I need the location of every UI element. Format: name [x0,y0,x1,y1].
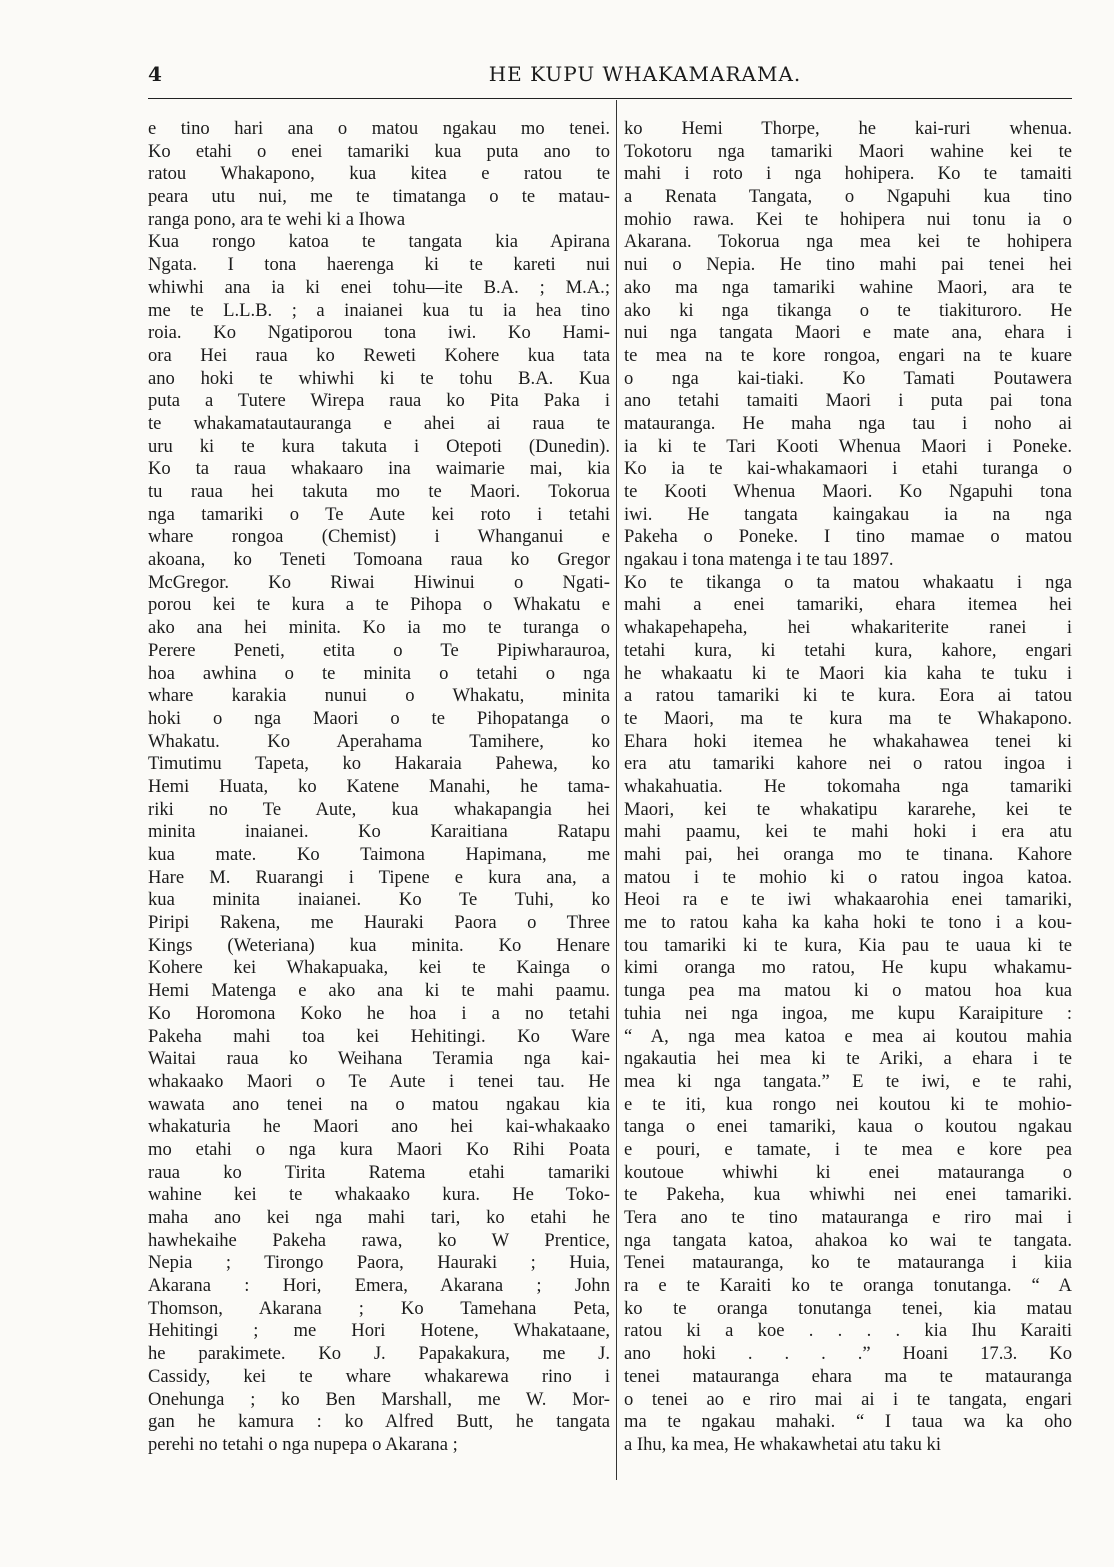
text-line: Tokotoru nga tamariki Maori wahine kei te [624,140,1072,162]
text-line: Ko Horomona Koko he hoa i a no tetahi [148,1002,610,1024]
text-line: Kohere kei Whakapuaka, kei te Kainga o [148,957,610,979]
text-line: minita inaianei. Ko Karaitiana Ratapu [148,821,610,843]
text-line: ora Hei raua ko Reweti Kohere kua tata [148,344,610,366]
text-line: ako ana hei minita. Ko ia mo te turanga o [148,617,610,639]
text-line: kua mate. Ko Taimona Hapimana, me [148,844,610,865]
text-line: mo etahi o nga kura Maori Ko Rihi Poata [148,1138,610,1160]
text-line: ia ki te Tari Kooti Whenua Maori i Poneke. [624,435,1072,457]
text-line: roia. Ko Ngatiporou tona iwi. Ko Hami- [148,322,610,344]
text-line: ngakautia hei mea ki te Ariki, a ehara i te [624,1048,1072,1070]
text-line: te Maori, ma te kura ma te Whakapono. [624,707,1072,729]
text-line: Kings (Weteriana) kua minita. Ko Henare [148,934,610,956]
text-line: kimi oranga mo ratou, He kupu whakamu- [624,957,1072,979]
text-line: Cassidy, kei te whare whakarewa rino i [148,1365,610,1387]
text-line: ako ma nga tamariki wahine Maori, ara te [624,276,1072,298]
text-line: Ko ia te kai-whakamaori i etahi turanga o [624,458,1072,480]
text-line: Tenei matauranga, ko te matauranga i kiia [624,1252,1072,1274]
text-line: te whakamatautauranga e ahei ai raua te [148,412,610,434]
text-line: Ko etahi o enei tamariki kua puta ano to [148,140,610,162]
header-rule [148,98,1072,99]
text-line: me te L.L.B. ; a inaianei kua tu ia hea tino [148,299,610,321]
text-line: wawata ano tenei na o matou ngakau kia [148,1093,610,1115]
text-line: hawhekaihe Pakeha rawa, ko W Prentice, [148,1229,610,1251]
page-header [148,62,1072,92]
text-line: Pakeha mahi toa kei Hehitingi. Ko Ware [148,1025,610,1047]
text-line: tetahi kura, ki tetahi kura, kahore, engari [624,639,1072,661]
text-line: nga tamariki o Te Aute kei roto i tetahi [148,503,610,525]
text-line: iwi. He tangata kaingakau ia na nga [624,503,1072,525]
text-line: he whakaatu ki te Maori kia kaha te tuku i [624,662,1072,684]
text-line: Thomson, Akarana ; Ko Tamehana Peta, [148,1297,610,1319]
text-line: Tera ano te tino matauranga e riro mai i [624,1207,1072,1228]
text-line: Hemi Huata, ko Katene Manahi, he tama- [148,775,610,797]
text-line: te mea na te kore rongoa, engari na te kuare [624,344,1072,366]
text-line: whakapehapeha, hei whakariterite ranei i [624,617,1072,639]
text-line: matauranga. He maha nga tau i noho ai [624,412,1072,434]
text-line: Onehunga ; ko Ben Marshall, me W. Mor- [148,1388,610,1410]
text-line: tuhia nei nga ingoa, me kupu Karaipiture : [624,1002,1072,1024]
text-line: whakaako Maori o Te Aute i tenei tau. He [148,1070,610,1092]
text-line: perehi no tetahi o nga nupepa o Akarana ; [148,1433,458,1455]
text-line: Ehara hoki itemea he whakahawea tenei ki [624,730,1072,752]
text-line: e tino hari ana o matou ngakau mo tenei. [148,118,610,139]
text-line: mahi a enei tamariki, ehara itemea hei [624,594,1072,616]
text-line: o nga kai-tiaki. Ko Tamati Poutawera [624,367,1072,389]
text-line: puta a Tutere Wirepa raua ko Pita Paka i [148,390,610,412]
text-line: ngakau i tona matenga i te tau 1897. [624,549,894,571]
text-line: mahi pai, hei oranga mo te tinana. Kahore [624,844,1072,865]
text-line: mahi i roto i nga hohipera. Ko te tamaiti [624,163,1072,185]
text-line: ano tetahi tamaiti Maori i puta pai tona [624,390,1072,412]
text-line: Hemi Matenga e ako ana ki te mahi paamu. [148,980,610,1002]
text-line: Hare M. Ruarangi i Tipene e kura ana, a [148,866,610,888]
text-line: Akarana. Tokorua nga mea kei te hohipera [624,231,1072,253]
text-line: Perere Peneti, etita o Te Pipiwharauroa, [148,639,610,661]
text-line: Akarana : Hori, Emera, Akarana ; John [148,1275,610,1297]
text-line: ma te ngakau mahaki. “ I taua wa ka oho [624,1411,1072,1433]
text-line: Maori, kei te whakatipu kararehe, kei te [624,798,1072,820]
text-line: ano hoki . . . .” Hoani 17.3. Ko [624,1343,1072,1365]
text-line: a ratou tamariki ki te kura. Eora ai tatou [624,685,1072,707]
text-line: e pouri, e tamate, i te mea e kore pea [624,1138,1072,1160]
text-line: raua ko Tirita Ratema etahi tamariki [148,1161,610,1183]
text-line: mahi paamu, kei te mahi hoki i era atu [624,821,1072,843]
text-line: te Kooti Whenua Maori. Ko Ngapuhi tona [624,481,1072,502]
text-line: era atu tamariki kahore nei o ratou ingoa i [624,753,1072,775]
left-column [148,118,610,1457]
text-line: ra e te Karaiti ko te oranga tonutanga. “ A [624,1275,1072,1297]
text-line: e te iti, kua rongo nei koutou ki te mohio- [624,1093,1072,1115]
text-line: ratou Whakapono, kua kitea e ratou te [148,163,610,185]
text-line: tu raua hei takuta mo te Maori. Tokorua [148,481,610,502]
text-line: whiwhi ana ia ki enei tohu—ite B.A. ; M.A.; [148,276,610,298]
text-line: tanga o enei tamariki, kaua o koutou ngakau [624,1116,1072,1138]
text-line: Whakatu. Ko Aperahama Tamihere, ko [148,730,610,752]
text-line: Pakeha o Poneke. I tino mamae o matou [624,526,1072,548]
text-line: Ko te tikanga o ta matou whakaatu i nga [624,571,1072,593]
text-line: o tenei ao e riro mai ai i te tangata, engari [624,1388,1072,1410]
text-line: whakahuatia. He tokomaha nga tamariki [624,775,1072,797]
text-line: McGregor. Ko Riwai Hiwinui o Ngati- [148,571,610,593]
text-line: koutoue whiwhi ki enei matauranga o [624,1161,1072,1183]
text-line: Ngata. I tona haerenga ki te kareti nui [148,254,610,276]
text-line: mohio rawa. Kei te hohipera nui tonu ia o [624,208,1072,230]
text-line: mea ki nga tangata.” E te iwi, e te rahi, [624,1070,1072,1092]
text-line: ranga pono, ara te wehi ki a Ihowa [148,208,406,230]
text-line: matou i te mohio ki o ratou ingoa katoa. [624,866,1072,888]
text-line: maha ano kei nga mahi tari, ko etahi he [148,1207,610,1228]
text-line: whakaturia he Maori ano hei kai-whakaako [148,1116,610,1138]
text-line: Hehitingi ; me Hori Hotene, Whakataane, [148,1320,610,1342]
text-line: a Renata Tangata, o Ngapuhi kua tino [624,186,1072,208]
page-number: 4 [148,62,162,86]
text-line: whare rongoa (Chemist) i Whanganui e [148,526,610,548]
text-line: porou kei te kura a te Pihopa o Whakatu e [148,594,610,616]
text-line: a Ihu, ka mea, He whakawhetai atu taku ki [624,1433,942,1455]
text-line: nga tangata katoa, ahakoa ko wai te tangata. [624,1229,1072,1251]
right-column [624,118,1072,1457]
text-line: tenei matauranga ehara ma te matauranga [624,1365,1072,1387]
text-line: akoana, ko Teneti Tomoana raua ko Gregor [148,549,610,571]
text-line: riki no Te Aute, kua whakapangia hei [148,798,610,820]
text-line: te Pakeha, kua whiwhi nei enei tamariki. [624,1184,1072,1206]
text-line: Timutimu Tapeta, ko Hakaraia Pahewa, ko [148,753,610,775]
text-line: whare karakia nunui o Whakatu, minita [148,685,610,707]
text-line: nui o Nepia. He tino mahi pai tenei hei [624,254,1072,276]
text-line: me to ratou kaha ka kaha hoki te tono i a kou- [624,912,1072,934]
text-line: ako ki nga tikanga o te tiakituroro. He [624,299,1072,321]
text-line: Piripi Rakena, me Hauraki Paora o Three [148,912,610,934]
text-line: “ A, nga mea katoa e mea ai koutou mahia [624,1025,1072,1047]
text-line: Nepia ; Tirongo Paora, Hauraki ; Huia, [148,1252,610,1274]
text-line: gan he kamura : ko Alfred Butt, he tangata [148,1411,610,1433]
text-line: wahine kei te whakaako kura. He Toko- [148,1184,610,1206]
text-line: Ko ta raua whakaaro ina waimarie mai, kia [148,458,610,480]
text-line: uru ki te kura takuta i Otepoti (Dunedin). [148,435,610,457]
text-line: hoa awhina o te minita o tetahi o nga [148,662,610,684]
text-line: tunga pea ma matou ki o matou hoa kua [624,980,1072,1002]
text-line: ko te oranga tonutanga tenei, kia matau [624,1297,1072,1319]
text-line: nui nga tangata Maori e mate ana, ehara i [624,322,1072,344]
text-line: he parakimete. Ko J. Papakakura, me J. [148,1343,610,1365]
text-line: ratou ki a koe . . . . kia Ihu Karaiti [624,1320,1072,1342]
text-line: Heoi ra e te iwi whakaarohia enei tamariki, [624,889,1072,911]
running-title: HE KUPU WHAKAMARAMA. [488,62,802,86]
text-line: kua minita inaianei. Ko Te Tuhi, ko [148,889,610,911]
text-line: tou tamariki ki te kura, Kia pau te uaua ki te [624,934,1072,956]
text-line: Kua rongo katoa te tangata kia Apirana [148,231,610,253]
text-line: hoki o nga Maori o te Pihopatanga o [148,707,610,729]
text-line: Waitai raua ko Weihana Teramia nga kai- [148,1048,610,1070]
text-line: ko Hemi Thorpe, he kai-ruri whenua. [624,118,1072,139]
column-divider [616,100,617,1480]
text-line: ano hoki te whiwhi ki te tohu B.A. Kua [148,367,610,389]
text-line: peara utu nui, me te timatanga o te matau- [148,186,610,208]
